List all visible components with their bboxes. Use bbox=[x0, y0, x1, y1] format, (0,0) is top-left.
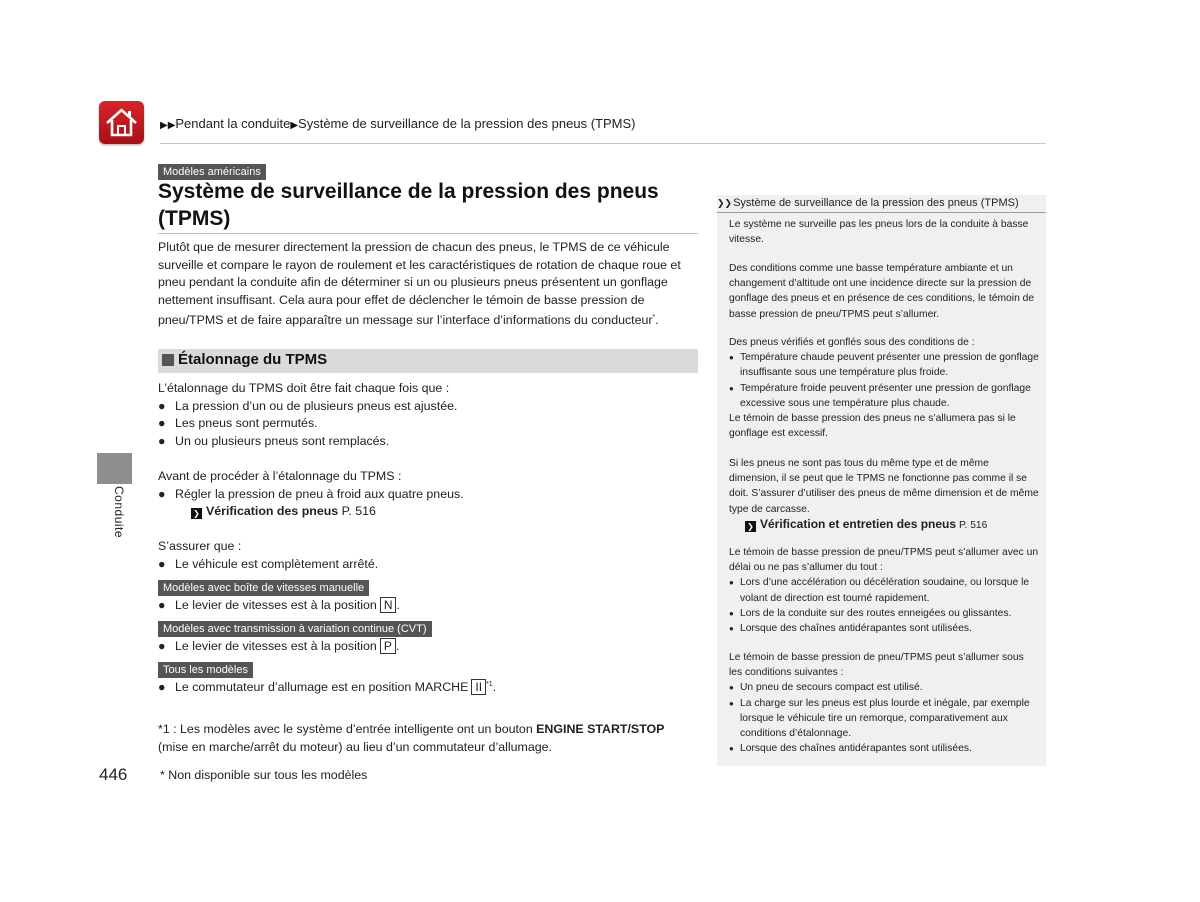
sidebar-list-item: ● Lors d’une accélération ou décélération soudaine, ou lorsque le volant de direction est tourné rapidement. bbox=[729, 575, 1039, 605]
bullet-icon: ● bbox=[158, 399, 166, 413]
sidebar-paragraph: Le témoin de basse pression de pneu/TPMS peut s’allumer avec un délai ou ne pas s’allumer du tout : ● Lors d’une accélération ou décélération soudaine, ou lorsque le volant de direction est tourné rapidement. ● Lors de la conduite sur des routes enneigées ou glissantes. ● Lorsque des chaînes antidérapantes sont utilisées. bbox=[729, 545, 1039, 636]
footnote-1-continued: (mise en marche/arrêt du moteur) au lieu d’un commutateur d’allumage. bbox=[158, 740, 552, 754]
section-heading bbox=[158, 349, 698, 373]
breadcrumb bbox=[160, 116, 635, 131]
sidebar-list-item: ● Température chaude peuvent présenter une pression de gonflage insuffisante sous une température plus froide. bbox=[729, 350, 1039, 380]
page-reference-link[interactable]: ❯ Vérification et entretien des pneus P. 516 bbox=[729, 517, 1039, 533]
page-title: Système de surveillance de la pression des pneus (TPMS) bbox=[158, 180, 659, 230]
footnote-1: *1 : Les modèles avec le système d’entrée intelligente ont un bouton ENGINE START/STOP bbox=[158, 722, 665, 736]
header-divider bbox=[160, 143, 1046, 144]
bullet-icon: ● bbox=[158, 639, 166, 653]
availability-footnote: * Non disponible sur tous les modèles bbox=[160, 768, 368, 782]
home-button[interactable] bbox=[99, 101, 144, 144]
sidebar-list-item: ● Lorsque des chaînes antidérapantes sont utilisées. bbox=[729, 741, 1039, 756]
sidebar-list-item: ● La charge sur les pneus est plus lourde et inégale, par exemple lorsque le véhicule tire un remorque, comparativement aux conditions d’étalonnage. bbox=[729, 696, 1039, 742]
list-item: ● Le levier de vitesses est à la position N . bbox=[158, 598, 400, 612]
chevron-right-icon: ▶ bbox=[290, 120, 299, 131]
sidebar-heading: ❯❯Système de surveillance de la pression des pneus (TPMS) bbox=[717, 195, 1046, 213]
ignition-position-key: II bbox=[471, 679, 486, 695]
sidebar-list-item: ● Un pneu de secours compact est utilisé. bbox=[729, 680, 1039, 695]
bullet-icon: ● bbox=[158, 487, 166, 501]
bullet-icon: ● bbox=[158, 598, 166, 612]
reference-arrow-icon: ❯ bbox=[745, 521, 756, 532]
page-reference-link[interactable]: ❯ Vérification des pneus P. 516 bbox=[191, 504, 376, 519]
before-lead: Avant de procéder à l’étalonnage du TPMS : bbox=[158, 469, 402, 483]
breadcrumb-item[interactable]: Pendant la conduite bbox=[175, 116, 291, 131]
sidebar-paragraph: Le témoin de basse pression de pneu/TPMS peut s’allumer sous les conditions suivantes : ● Un pneu de secours compact est utilisé. ● La charge sur les pneus est plus lourde et inégale, par exemple lorsque le véhicule tire un remorque, comparativement aux conditions d’étalonnage. ● Lorsque des chaînes antidérapantes sont utilisées. bbox=[729, 650, 1039, 756]
bullet-icon: ● bbox=[158, 434, 166, 448]
sidebar-list-item: ● Lors de la conduite sur des routes enneigées ou glissantes. bbox=[729, 606, 1039, 621]
list-item: ● Régler la pression de pneu à froid aux quatre pneus. bbox=[158, 487, 464, 501]
models-tag: Modèles américains bbox=[158, 162, 266, 180]
title-divider bbox=[158, 233, 698, 234]
sidebar-paragraph: Des conditions comme une basse température ambiante et un changement d’altitude ont une incidence directe sur la pression de gonflage des pneus et en présence de ces conditions, le témoin de basse pression de pneu/TPMS peut s’allumer. bbox=[729, 263, 1035, 320]
section-lead: L’étalonnage du TPMS doit être fait chaque fois que : bbox=[158, 381, 450, 395]
ensure-lead: S’assurer que : bbox=[158, 539, 242, 553]
chapter-tab[interactable] bbox=[97, 453, 132, 484]
list-item: ● Le commutateur d’allumage est en position MARCHE II $^{*1}$. bbox=[158, 680, 497, 694]
breadcrumb-item[interactable]: Système de surveillance de la pression des pneus (TPMS) bbox=[298, 116, 636, 131]
section-title: Étalonnage du TPMS bbox=[178, 351, 328, 368]
section-marker-icon bbox=[162, 354, 174, 366]
chapter-tab-label: Conduite bbox=[112, 486, 126, 539]
bullet-icon: ● bbox=[158, 557, 166, 571]
list-item: ● Les pneus sont permutés. bbox=[158, 416, 318, 430]
home-icon bbox=[99, 101, 144, 144]
list-item: ● La pression d’un ou de plusieurs pneus est ajustée. bbox=[158, 399, 458, 413]
bullet-icon: ● bbox=[158, 680, 166, 694]
list-item: ● Le véhicule est complètement arrêté. bbox=[158, 557, 379, 571]
list-item: ● Le levier de vitesses est à la position P . bbox=[158, 639, 400, 653]
gear-position-key: N bbox=[380, 597, 397, 613]
sidebar-notes bbox=[717, 195, 1046, 766]
sidebar-paragraph: Le système ne surveille pas les pneus lors de la conduite à basse vitesse. bbox=[729, 219, 1029, 246]
gear-position-key: P bbox=[380, 638, 396, 654]
manual-models-tag: Modèles avec boîte de vitesses manuelle bbox=[158, 578, 369, 596]
sidebar-paragraph: Si les pneus ne sont pas tous du même type et de même dimension, il se peut que le TPMS ne fonctionne pas comme il se doit. S’assurer d’utiliser des pneus de même dimension et de même type de carcasse. ❯ Vérification et entretien des pneus P. 516 bbox=[729, 456, 1039, 533]
all-models-tag: Tous les modèles bbox=[158, 660, 253, 678]
reference-arrow-icon: ❯ bbox=[191, 508, 202, 519]
sidebar-list-item: ● Température froide peuvent présenter une pression de gonflage excessive sous une température plus chaude. bbox=[729, 381, 1039, 411]
page-number: 446 bbox=[99, 765, 128, 784]
reference-arrow-icon: ❯❯ bbox=[717, 198, 733, 208]
cvt-models-tag: Modèles avec transmission à variation continue (CVT) bbox=[158, 619, 432, 637]
chevron-right-icon: ▶▶ bbox=[160, 120, 176, 131]
bullet-icon: ● bbox=[158, 416, 166, 430]
list-item: ● Un ou plusieurs pneus sont remplacés. bbox=[158, 434, 390, 448]
intro-paragraph: Plutôt que de mesurer directement la pression de chacun des pneus, le TPMS de ce véhicule surveille et compare le rayon de roulement et les caractéristiques de rotation de chaque roue et pneu pendant la conduite afin de déterminer si un ou plusieurs pneus présentent un gonflage nettement insuffisant. Cela aura pour effet de déclencher le témoin de basse pression de pneu/TPMS et de faire apparaître un message sur l’interface d’informations du conducteur*. bbox=[158, 240, 681, 328]
sidebar-paragraph: Des pneus vérifiés et gonflés sous des conditions de : ● Température chaude peuvent présenter une pression de gonflage insuffisante sous une température plus froide. ● Température froide peuvent présenter une pression de gonflage excessive sous une température plus chaude. Le témoin de basse pression des pneus ne s’allumera pas si le gonflage est excessif. bbox=[729, 335, 1039, 441]
sidebar-list-item: ● Lorsque des chaînes antidérapantes sont utilisées. bbox=[729, 621, 1039, 636]
